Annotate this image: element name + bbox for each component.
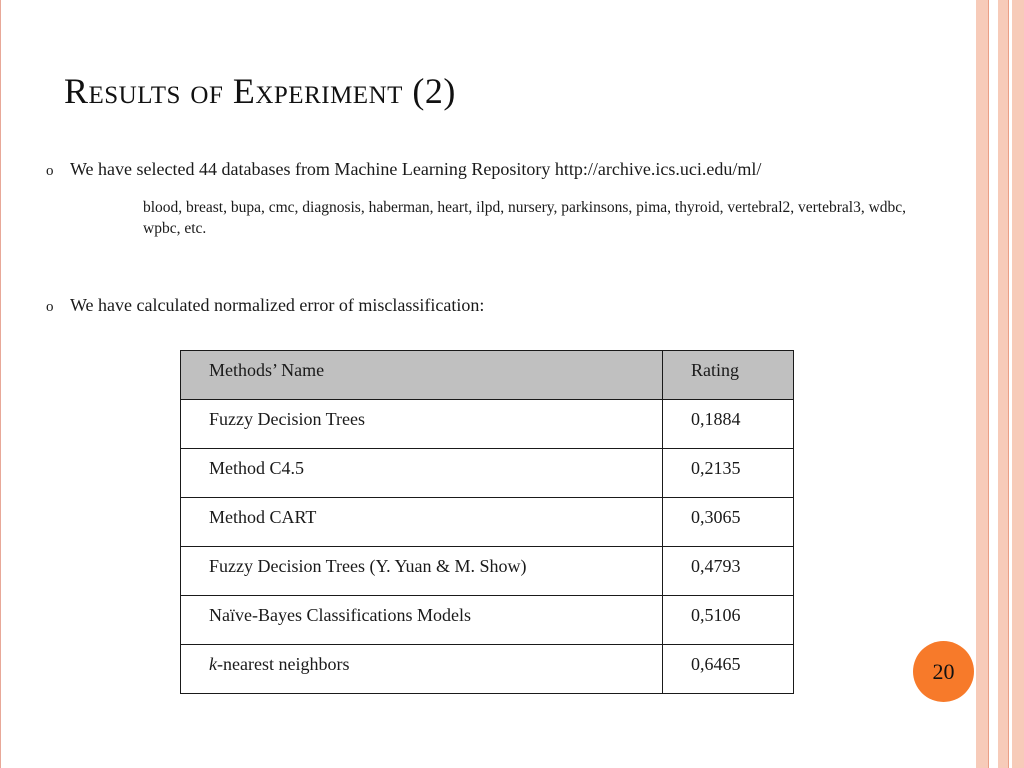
bullet-marker-icon: o: [46, 163, 54, 179]
table-header-row: [181, 351, 794, 400]
table-row: [181, 400, 794, 449]
left-border-line: [0, 0, 1, 768]
header-rating: Rating: [663, 351, 794, 400]
bullet-item: [46, 295, 484, 316]
decorative-stripes: [976, 0, 1024, 768]
table-row: [181, 498, 794, 547]
bullet-marker-icon: o: [46, 299, 54, 315]
databases-list: blood, breast, bupa, cmc, diagnosis, haberman, heart, ilpd, nursery, parkinsons, pima, thyroid, vertebral2, vertebral3, wdbc, wpbc, etc.: [143, 199, 907, 237]
stripe: [998, 0, 1008, 768]
header-methods-name: Methods’ Name: [181, 351, 663, 400]
table-row: [181, 547, 794, 596]
bullet-text: We have calculated normalized error of misclassification:: [70, 295, 485, 315]
method-rating: 0,2135: [663, 449, 794, 498]
bullet-text: We have selected 44 databases from Machine Learning Repository http://archive.ics.uci.edu/ml/: [70, 159, 762, 179]
method-rating: 0,3065: [663, 498, 794, 547]
method-name: Fuzzy Decision Trees: [181, 400, 663, 449]
method-rating: 0,6465: [663, 645, 794, 694]
method-name-italic: k: [209, 653, 217, 674]
bullet-item: [46, 159, 761, 180]
method-name: [181, 645, 663, 694]
page-number: 20: [932, 658, 955, 684]
results-table: [180, 350, 794, 694]
method-rating: 0,4793: [663, 547, 794, 596]
stripe: [976, 0, 988, 768]
method-name: Naïve-Bayes Classifications Models: [181, 596, 663, 645]
stripe-line: [988, 0, 989, 768]
slide-title: Results of Experiment (2): [64, 71, 456, 111]
stripe-line: [1008, 0, 1009, 768]
method-name: Method CART: [181, 498, 663, 547]
method-rating: 0,1884: [663, 400, 794, 449]
page-number-badge: [913, 641, 974, 702]
table-row: [181, 645, 794, 694]
table-row: [181, 449, 794, 498]
method-name: Fuzzy Decision Trees (Y. Yuan & M. Show): [181, 547, 663, 596]
method-name: Method C4.5: [181, 449, 663, 498]
method-name-rest: -nearest neighbors: [217, 653, 350, 674]
method-rating: 0,5106: [663, 596, 794, 645]
table-row: [181, 596, 794, 645]
stripe: [1012, 0, 1024, 768]
